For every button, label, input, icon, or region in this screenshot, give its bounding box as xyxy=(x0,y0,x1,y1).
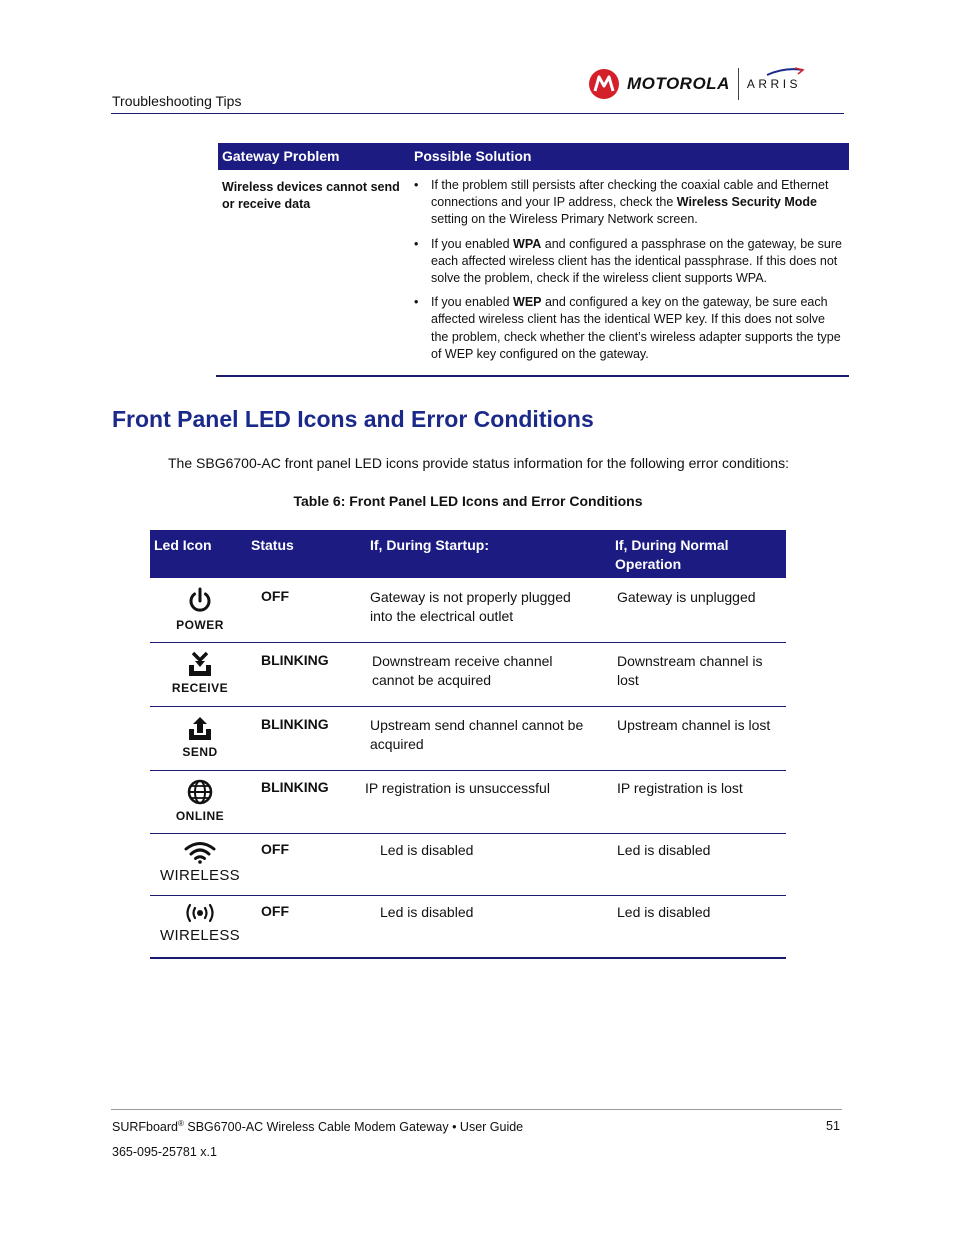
power-icon xyxy=(187,587,213,615)
solution-item: • If the problem still persists after checking the coaxial cable and Ethernet connections and your IP address, check the Wireless Security Mode setting on the Wireless Primary Network screen. xyxy=(414,177,844,229)
led-label: WIRELESS xyxy=(160,867,240,884)
col-status: Status xyxy=(251,537,294,553)
led-label: POWER xyxy=(176,618,224,632)
led-status: OFF xyxy=(261,841,289,857)
table-row xyxy=(150,832,786,896)
startup-condition: Led is disabled xyxy=(380,842,474,858)
led-label: WIRELESS xyxy=(160,927,240,944)
receive-icon xyxy=(186,651,214,678)
col-during-normal: If, During Normal Operation xyxy=(615,537,729,572)
footer-product: SURFboard® SBG6700-AC Wireless Cable Modem Gateway • User Guide xyxy=(112,1119,524,1135)
normal-condition: Upstream channel is lost xyxy=(617,717,771,733)
header-rule xyxy=(111,113,844,114)
table-row xyxy=(150,894,786,959)
normal-condition: IP registration is lost xyxy=(617,780,743,796)
normal-condition: Led is disabled xyxy=(617,904,711,920)
document-number: 365-095-25781 x.1 xyxy=(112,1145,217,1159)
table-row xyxy=(150,770,786,834)
col-led-icon: Led Icon xyxy=(154,537,212,553)
startup-condition: Gateway is not properly plugged into the electrical outlet xyxy=(370,589,571,624)
led-status: OFF xyxy=(261,903,289,919)
normal-condition: Led is disabled xyxy=(617,842,711,858)
arris-wordmark: ARRIS xyxy=(747,77,801,91)
section-intro: The SBG6700-AC front panel LED icons provide status information for the following error conditions: xyxy=(168,455,789,471)
led-label: ONLINE xyxy=(175,809,225,823)
send-icon xyxy=(186,715,214,742)
table-row xyxy=(150,643,786,707)
header-section-label: Troubleshooting Tips xyxy=(112,93,242,109)
problem-table-header xyxy=(218,143,849,170)
led-label: SEND xyxy=(182,745,218,759)
normal-condition: Gateway is unplugged xyxy=(617,589,756,605)
solution-item: • If you enabled WEP and configured a key on the gateway, be sure each affected wireless client has the identical WEP key. If this does not solve the problem, check whether the client’s wireless adapter supports the type of WEP key configured on the gateway. xyxy=(414,294,844,363)
normal-condition: Downstream channel is lost xyxy=(617,653,763,688)
led-table-header xyxy=(150,530,786,578)
table-row xyxy=(150,707,786,771)
globe-icon xyxy=(186,778,214,806)
startup-condition: Led is disabled xyxy=(380,904,474,920)
led-status: BLINKING xyxy=(261,652,329,668)
solution-item: • If you enabled WPA and configured a passphrase on the gateway, be sure each affected wireless client has the identical passphrase. If this does not solve the problem, check if the wireless client supports WPA. xyxy=(414,236,844,288)
startup-condition: IP registration is unsuccessful xyxy=(365,780,550,796)
motorola-wordmark: MOTOROLA xyxy=(627,74,730,93)
led-status: OFF xyxy=(261,588,289,604)
led-label: RECEIVE xyxy=(171,681,229,695)
arris-swoosh-icon xyxy=(765,67,805,77)
solution-list xyxy=(414,177,844,370)
motorola-batwing-icon xyxy=(589,69,619,99)
led-status: BLINKING xyxy=(261,716,329,732)
footer-rule xyxy=(111,1109,842,1110)
led-status: BLINKING xyxy=(261,779,329,795)
brand-logo xyxy=(589,66,801,102)
wifi-icon xyxy=(183,840,217,864)
col-during-startup: If, During Startup: xyxy=(370,537,489,553)
page-number: 51 xyxy=(826,1119,840,1133)
col-possible-solution: Possible Solution xyxy=(414,148,532,164)
startup-condition: Upstream send channel cannot be acquired xyxy=(370,717,584,752)
problem-description: Wireless devices cannot send or receive data xyxy=(222,180,400,211)
table-row xyxy=(150,579,786,643)
section-title: Front Panel LED Icons and Error Conditions xyxy=(112,406,594,432)
wireless-broadcast-icon xyxy=(182,902,218,924)
col-gateway-problem: Gateway Problem xyxy=(222,148,340,164)
table-caption: Table 6: Front Panel LED Icons and Error Conditions xyxy=(293,493,643,509)
problem-table-bottom-rule xyxy=(216,375,849,377)
logo-divider xyxy=(738,68,739,100)
startup-condition: Downstream receive channel cannot be acquired xyxy=(372,653,553,688)
